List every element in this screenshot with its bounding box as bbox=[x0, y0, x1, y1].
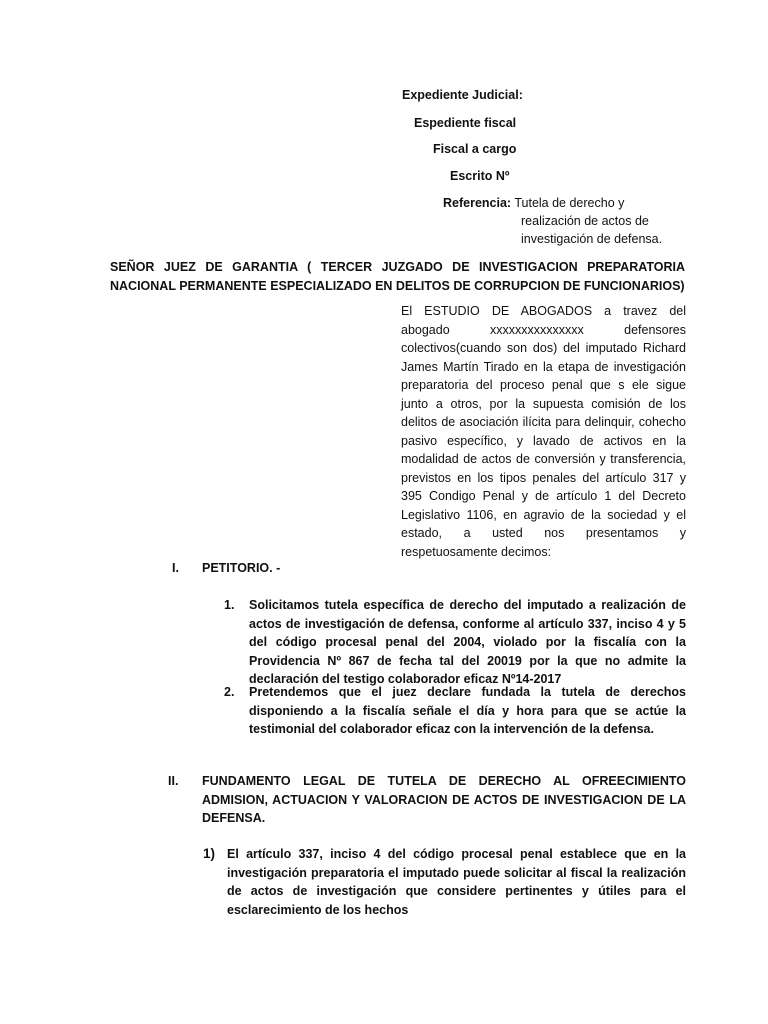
escrito-label: Escrito Nº bbox=[450, 169, 510, 183]
referencia-line-3: investigación de defensa. bbox=[521, 232, 663, 246]
section-2-item-1-text: El artículo 337, inciso 4 del código procesal penal establece que en la investigación preparatoria el imputado puede solicitar al fiscal la realización de actos de investigación que considere pertinentes y útiles para el esclarecimiento de los hechos bbox=[227, 847, 686, 917]
expediente-judicial-label: Expediente Judicial: bbox=[402, 88, 523, 102]
section-2-item-1-number: 1) bbox=[203, 846, 216, 861]
referencia-line-2: realización de actos de bbox=[521, 214, 649, 228]
referencia-line-1: Tutela de derecho y bbox=[514, 196, 625, 210]
section-1-item-1-text: Solicitamos tutela específica de derecho del imputado a realización de actos de investigación de defensa, conforme al artículo 337, inciso 4 y 5 del código procesal penal del 2004, violado por la fiscalía con la Providencia Nº 867 de fecha tal del 20019 por la que no admite la declaración del testigo colaborador eficaz Nº14-2017 bbox=[249, 598, 686, 686]
section-1-item-2-number: 2. bbox=[224, 685, 235, 699]
section-2-numeral: II. bbox=[168, 774, 179, 788]
expediente-fiscal-label: Espediente fiscal bbox=[414, 116, 517, 130]
section-1-item-2-text: Pretendemos que el juez declare fundada la tutela de derechos disponiendo a la fiscalía señale el día y hora para que se actúe la testimonial del colaborador eficaz con la intervención de la defensa. bbox=[249, 685, 686, 736]
referencia-block bbox=[443, 194, 624, 213]
section-2-title: FUNDAMENTO LEGAL DE TUTELA DE DERECHO AL OFREECIMIENTO ADMISION, ACTUACION Y VALORACION DE ACTOS DE INVESTIGACION DE LA DEFENSA. bbox=[202, 774, 686, 825]
section-1-item-1-number: 1. bbox=[224, 598, 235, 612]
addressee: SEÑOR JUEZ DE GARANTIA ( TERCER JUZGADO DE INVESTIGACION PREPARATORIA NACIONAL PERMANENTE ESPECIALIZADO EN DELITOS DE CORRUPCION DE FUNCIONARIOS) bbox=[110, 260, 685, 293]
intro-paragraph: El ESTUDIO DE ABOGADOS a travez del abogado xxxxxxxxxxxxxxx defensores colectivos(cuando son dos) del imputado Richard James Martín Tirado en la etapa de investigación preparatoria del proceso penal que s ele sigue junto a otros, por la supuesta comisión de los delitos de asociación ilícita para delinquir, cohecho pasivo específico, y lavado de activos en la modalidad de actos de conversión y transferencia, previstos en los tipos penales del artículo 317 y 395 Condigo Penal y de artículo 1 del Decreto Legislativo 1106, en agravio de la sociedad y el estado, a usted nos presentamos y respetuosamente decimos: bbox=[401, 304, 686, 559]
fiscal-label: Fiscal a cargo bbox=[433, 142, 517, 156]
section-1-numeral: I. bbox=[172, 561, 179, 575]
referencia-label: Referencia: bbox=[443, 196, 512, 210]
section-1-title: PETITORIO. - bbox=[202, 561, 281, 575]
